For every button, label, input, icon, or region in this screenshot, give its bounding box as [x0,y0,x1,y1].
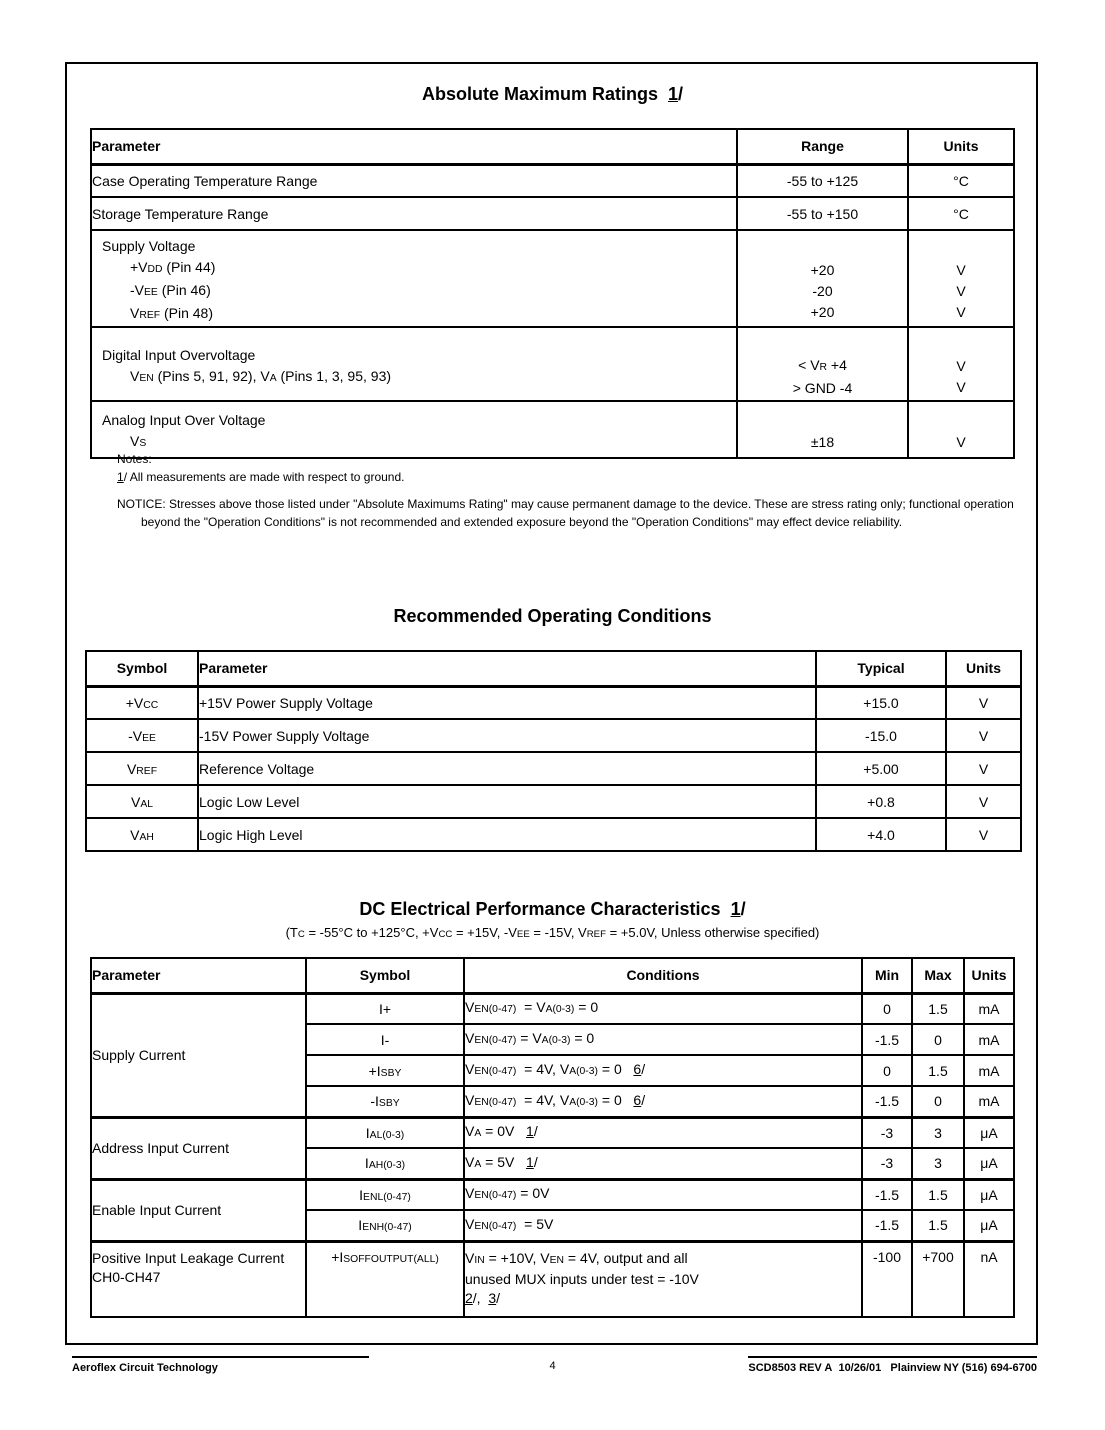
param-cell [91,230,737,327]
max-cell: 3 [912,1117,964,1148]
units-line: V [956,434,966,450]
range-line: +20 [810,262,835,278]
footnote-slash: / [678,84,684,104]
dc-subtitle: (TC = -55°C to +125°C, +VCC = +15V, -VEE = -15V, VREF = +5.0V, Unless otherwise specified) [285,925,820,940]
symbol-cell: IAH(0-3) [306,1148,464,1179]
dc-row-isoffoutput [91,1241,1014,1317]
param-line: VREF (Pin 48) [130,305,213,321]
spacer [738,334,907,355]
spacer [909,239,1013,260]
footer-doc-info: SCD8503 REV A 10/26/01 Plainview NY (516) 694-6700 [748,1356,1037,1374]
roc-title-text: Recommended Operating Conditions [393,606,712,626]
footnote-slash: / [740,899,746,919]
range-line: +20 [810,304,835,320]
units-cell [908,230,1014,327]
dc-title-text: DC Electrical Performance Characteristics [359,899,721,919]
param-cell [91,327,737,401]
units-cell: V [946,818,1021,851]
max-cell: 1.5 [912,1055,964,1086]
max-cell: 1.5 [912,1179,964,1210]
param-cell: Case Operating Temperature Range [91,164,737,197]
units-lines [909,330,1013,398]
units-cell: V [946,752,1021,785]
units-cell [908,327,1014,401]
units-cell: μA [964,1179,1014,1210]
footnote-number: 1 [668,84,679,104]
param-line: VEN (Pins 5, 91, 92), VA (Pins 1, 3, 95, 93) [130,367,392,384]
param-cell: +15V Power Supply Voltage [198,686,816,719]
units-cell: mA [964,1055,1014,1086]
param-line: VS [130,433,147,449]
dc-header-units: Units [964,958,1014,993]
units-cell: μA [964,1210,1014,1241]
roc-header-row [86,651,1021,686]
amr-title-footnote [668,84,683,104]
dc-header-min: Min [862,958,912,993]
dc-header-parameter: Parameter [91,958,306,993]
symbol-cell: -ISBY [306,1086,464,1117]
param-lines [92,405,736,454]
range-cell [737,401,908,458]
amr-row-supply-voltage [91,230,1014,327]
min-cell: 0 [862,993,912,1024]
roc-header-units: Units [946,651,1021,686]
param-line: +VDD (Pin 44) [130,259,216,275]
range-cell [737,327,908,401]
param-cell: Positive Input Leakage Current CH0-CH47 [91,1241,306,1317]
param-cell: Storage Temperature Range [91,197,737,230]
typical-cell: -15.0 [816,719,946,752]
roc-row-vcc [86,686,1021,719]
symbol-cell: VREF [86,752,198,785]
param-lines [92,231,736,326]
param-cell: Logic Low Level [198,785,816,818]
param-line: -VEE (Pin 46) [130,282,211,298]
units-cell: mA [964,1086,1014,1117]
range-line: ±18 [810,434,835,450]
conditions-cell: VIN = +10V, VEN = 4V, output and all unused MUX inputs under test = -10V 2/, 3/ [464,1241,862,1317]
symbol-cell: IENL(0-47) [306,1179,464,1210]
notes-label: Notes: [117,452,152,466]
units-cell: nA [964,1241,1014,1317]
spacer [909,335,1013,356]
dc-header-row [91,958,1014,993]
dc-row-ienl [91,1179,1014,1210]
param-line: Digital Input Overvoltage [102,346,256,363]
conditions-cell: VA = 5V 1/ [464,1148,862,1179]
amr-row-case [91,164,1014,197]
symbol-cell: +ISOFFOUTPUT(ALL) [306,1241,464,1317]
amr-title [90,84,1015,105]
units-cell: mA [964,993,1014,1024]
range-line: > GND -4 [792,380,853,396]
dc-row-iplus [91,993,1014,1024]
footnote-number: 1 [730,899,741,919]
param-cell [91,401,737,458]
amr-header-units: Units [908,129,1014,164]
notes-section [117,452,1022,531]
typical-cell: +5.00 [816,752,946,785]
roc-header-typical: Typical [816,651,946,686]
symbol-cell: I- [306,1024,464,1055]
units-cell: °C [908,164,1014,197]
units-cell: V [946,785,1021,818]
symbol-cell: VAH [86,818,198,851]
roc-title [90,606,1015,627]
units-cell: °C [908,197,1014,230]
footer-company: Aeroflex Circuit Technology [72,1356,369,1374]
max-cell: 0 [912,1024,964,1055]
param-cell: -15V Power Supply Voltage [198,719,816,752]
min-cell: -1.5 [862,1086,912,1117]
range-cell: -55 to +150 [737,197,908,230]
min-cell: -3 [862,1117,912,1148]
min-cell: -100 [862,1241,912,1317]
conditions-cell: VA = 0V 1/ [464,1117,862,1148]
range-lines [738,406,907,453]
spacer [909,411,1013,432]
symbol-cell: +ISBY [306,1055,464,1086]
conditions-cell: VEN(0-47) = VA(0-3) = 0 [464,1024,862,1055]
roc-row-vref [86,752,1021,785]
dc-table [90,957,1015,1318]
range-line: -20 [812,283,833,299]
symbol-cell: IAL(0-3) [306,1117,464,1148]
units-cell: V [946,719,1021,752]
conditions-cell: VEN(0-47) = 5V [464,1210,862,1241]
symbol-cell: I+ [306,993,464,1024]
note-1: 1/ All measurements are made with respect to ground. [117,470,405,484]
min-cell: -1.5 [862,1179,912,1210]
amr-row-analog-overvoltage [91,401,1014,458]
dc-row-ial [91,1117,1014,1148]
amr-header-row [91,129,1014,164]
units-cell: V [946,686,1021,719]
typical-cell: +4.0 [816,818,946,851]
roc-row-vee [86,719,1021,752]
units-cell: μA [964,1117,1014,1148]
conditions-cell: VEN(0-47) = VA(0-3) = 0 [464,993,862,1024]
amr-row-digital-overvoltage [91,327,1014,401]
units-line: V [956,358,966,374]
param-cell: Reference Voltage [198,752,816,785]
range-lines [738,234,907,323]
range-cell: -55 to +125 [737,164,908,197]
typical-cell: +15.0 [816,686,946,719]
roc-header-parameter: Parameter [198,651,816,686]
max-cell: 3 [912,1148,964,1179]
units-line: V [956,283,966,299]
dc-title-footnote [731,899,746,919]
units-cell [908,401,1014,458]
max-cell: 0 [912,1086,964,1117]
min-cell: 0 [862,1055,912,1086]
min-cell: -1.5 [862,1210,912,1241]
param-cell: Enable Input Current [91,1179,306,1241]
dc-title [90,899,1015,920]
units-line: V [956,304,966,320]
units-lines [909,234,1013,323]
max-cell: 1.5 [912,993,964,1024]
conditions-cell: VEN(0-47) = 4V, VA(0-3) = 0 6/ [464,1055,862,1086]
param-cell: Supply Current [91,993,306,1117]
max-cell: +700 [912,1241,964,1317]
units-line: V [956,379,966,395]
param-cell: Address Input Current [91,1117,306,1179]
amr-header-parameter: Parameter [91,129,737,164]
param-cell: Logic High Level [198,818,816,851]
range-cell [737,230,908,327]
notice-paragraph: NOTICE: Stresses above those listed under "Absolute Maximums Rating" may cause permanent damage to the device. These are stress rating only; functional operation beyond the "Operation Conditions" is not recommended and extended exposure beyond the "Operation Conditions" may effect device reliability. [117,497,1014,529]
amr-table [90,128,1015,459]
dc-header-conditions: Conditions [464,958,862,993]
symbol-cell: +VCC [86,686,198,719]
amr-title-text: Absolute Maximum Ratings [421,84,658,104]
conditions-cell: VEN(0-47) = 0V [464,1179,862,1210]
dc-header-symbol: Symbol [306,958,464,993]
roc-header-symbol: Symbol [86,651,198,686]
roc-row-val [86,785,1021,818]
param-lines [92,340,736,389]
param-line: Analog Input Over Voltage [102,412,266,428]
spacer [738,411,907,432]
amr-header-range: Range [737,129,908,164]
typical-cell: +0.8 [816,785,946,818]
symbol-cell: VAL [86,785,198,818]
roc-table [85,650,1022,852]
footer-page-number: 4 [549,1360,556,1372]
range-line: < VR +4 [798,357,847,373]
units-lines [909,406,1013,453]
dc-header-max: Max [912,958,964,993]
min-cell: -1.5 [862,1024,912,1055]
range-lines [738,329,907,399]
min-cell: -3 [862,1148,912,1179]
units-cell: mA [964,1024,1014,1055]
conditions-cell: VEN(0-47) = 4V, VA(0-3) = 0 6/ [464,1086,862,1117]
param-line: Supply Voltage [102,238,196,254]
units-line: V [956,262,966,278]
units-cell: μA [964,1148,1014,1179]
max-cell: 1.5 [912,1210,964,1241]
roc-row-vah [86,818,1021,851]
spacer [738,239,907,260]
amr-row-storage [91,197,1014,230]
symbol-cell: -VEE [86,719,198,752]
symbol-cell: IENH(0-47) [306,1210,464,1241]
